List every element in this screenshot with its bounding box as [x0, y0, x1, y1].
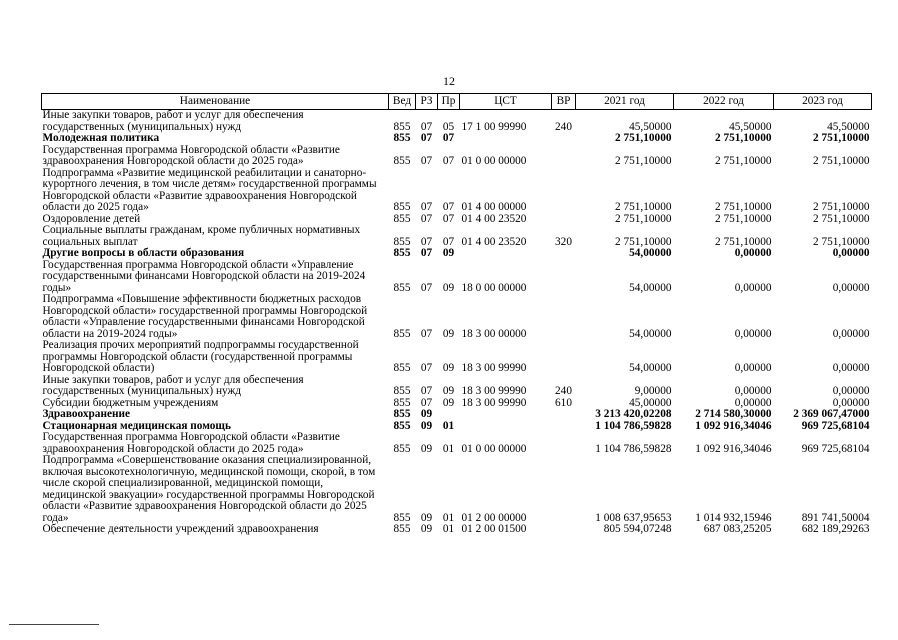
cell-vr [552, 214, 576, 226]
cell-cst: 18 3 00 99990 [461, 396, 527, 409]
cell-y2022: 2 714 580,30000 [695, 408, 772, 420]
cell-rz: 09 [420, 442, 433, 455]
cell-name: Подпрограмма «Совершенствование оказания специализированной, включая высокотехнологичную, медицинской помощи, скорой, в том числе скорой специализированной, медицинской помощи, медицинской эвакуации» государственной программы Новгородской области «Развитие здравоохранения Новгородской области до 2025 года» [42, 454, 376, 524]
cell-pr [438, 409, 460, 421]
cell-ved: 855 [393, 442, 411, 455]
cell-name: Государственная программа Новгородской области «Развитие здравоохранения Новгородской области до 2025 года» [42, 143, 340, 167]
cell-y2021: 54,00000 [629, 247, 672, 259]
cell-name: Оздоровление детей [42, 212, 141, 225]
cell-cst: 01 4 00 00000 [461, 201, 527, 213]
cell-ved: 855 [393, 132, 411, 144]
cell-pr: 07 [442, 235, 455, 248]
cell-vr [552, 421, 576, 433]
cell-y2023: 0,00000 [832, 396, 870, 409]
cell-y2022: 2 751,10000 [715, 201, 772, 213]
cell-rz: 07 [420, 155, 433, 167]
cell-y2023: 969 725,68104 [801, 442, 870, 455]
cell-y2023: 2 751,10000 [813, 155, 870, 167]
cell-rz: 07 [420, 396, 433, 409]
cell-pr: 07 [442, 155, 455, 167]
cell-name: Иные закупки товаров, работ и услуг для обеспечения государственных (муниципальных) нужд [42, 373, 304, 397]
cell-vr: 240 [555, 120, 572, 133]
cell-y2022: 1 092 916,34046 [695, 419, 772, 432]
cell-y2021: 45,00000 [629, 396, 672, 409]
cell-y2022: 687 083,25205 [703, 523, 772, 535]
cell-ved: 855 [393, 385, 411, 397]
cell-ved: 855 [393, 396, 411, 409]
cell-rz: 07 [420, 120, 433, 133]
cell-y2021: 2 751,10000 [615, 235, 672, 248]
cell-pr: 01 [442, 511, 455, 524]
cell-rz: 09 [420, 523, 433, 535]
cell-y2022: 1 014 932,15946 [695, 511, 772, 524]
cell-y2023: 0,00000 [832, 327, 870, 340]
cell-vr [552, 145, 576, 168]
cell-name: Подпрограмма «Повышение эффективности бюджетных расходов Новгородской области» государственной программы Новгородской области «Управление государственными финансами Новгородской области на 2019-2024 годы» [42, 293, 368, 340]
cell-y2022: 0,00000 [734, 396, 772, 409]
cell-y2021: 3 213 420,02208 [595, 408, 672, 420]
cell-cst: 18 0 00 00000 [461, 281, 527, 294]
cell-cst: 18 3 00 99990 [461, 385, 527, 397]
cell-cst: 18 3 00 99990 [461, 362, 527, 374]
table-header-row [42, 94, 872, 110]
cell-name: Государственная программа Новгородской области «Развитие здравоохранения Новгородской области до 2025 года» [42, 431, 340, 455]
table-row [42, 524, 872, 536]
cell-vr [552, 248, 576, 260]
cell-cst: 01 4 00 23520 [461, 235, 527, 248]
cell-pr: 01 [442, 523, 455, 535]
cell-cst: 01 4 00 23520 [461, 212, 527, 225]
cell-cst: 01 2 00 00000 [461, 511, 527, 524]
cell-ved: 855 [393, 327, 411, 340]
cell-y2022: 45,50000 [729, 120, 772, 133]
cell-name: Реализация прочих мероприятий подпрограммы государственной программы Новгородской области (государственной программы Новгородской области) [42, 339, 359, 374]
cell-rz: 09 [420, 419, 433, 432]
table-row [42, 455, 872, 524]
cell-rz: 07 [420, 247, 433, 259]
cell-y2021: 1 104 786,59828 [595, 419, 672, 432]
cell-vr [552, 524, 576, 536]
cell-vr [552, 455, 576, 524]
cell-vr [552, 340, 576, 375]
budget-table [41, 93, 872, 536]
cell-rz: 09 [420, 511, 433, 524]
cell-cst [460, 421, 552, 433]
cell-y2022: 0,00000 [734, 327, 772, 340]
cell-ved: 855 [393, 419, 411, 432]
cell-rz: 07 [420, 281, 433, 294]
cell-vr: 240 [555, 385, 572, 397]
cell-y2023: 2 751,10000 [813, 235, 870, 248]
table-row [42, 168, 872, 214]
cell-ved: 855 [393, 155, 411, 167]
cell-y2023: 45,50000 [827, 120, 870, 133]
cell-cst: 01 2 00 01500 [461, 523, 527, 535]
cell-y2023: 2 369 067,47000 [793, 408, 870, 420]
cell-y2022: 0,00000 [734, 281, 772, 294]
cell-name: Здравоохранение [42, 408, 131, 420]
cell-y2023: 891 741,50004 [801, 511, 870, 524]
cell-y2023: 0,00000 [832, 385, 870, 397]
cell-y2021: 2 751,10000 [615, 201, 672, 213]
cell-pr: 05 [442, 120, 455, 133]
footer-divider [9, 624, 99, 625]
cell-pr: 09 [442, 385, 455, 397]
cell-ved: 855 [393, 281, 411, 294]
cell-y2021: 54,00000 [629, 327, 672, 340]
cell-rz: 07 [420, 201, 433, 213]
cell-y2022: 0,00000 [734, 247, 772, 259]
cell-cst: 18 3 00 00000 [461, 327, 527, 340]
header-2023: 2023 год [774, 94, 872, 110]
cell-y2022: 1 092 916,34046 [695, 442, 772, 455]
cell-pr: 07 [442, 212, 455, 225]
cell-ved: 855 [393, 235, 411, 248]
cell-rz: 07 [420, 385, 433, 397]
cell-cst [460, 248, 552, 260]
cell-ved: 855 [393, 362, 411, 374]
table-body [42, 110, 872, 536]
cell-y2021: 805 594,07248 [603, 523, 672, 535]
cell-name: Другие вопросы в области образования [42, 247, 245, 259]
header-2021: 2021 год [576, 94, 674, 110]
cell-y2022: 2 751,10000 [715, 155, 772, 167]
cell-y2023: 682 189,29263 [801, 523, 870, 535]
cell-pr: 01 [442, 419, 455, 432]
cell-vr: 610 [555, 396, 572, 409]
cell-y2022: 0,00000 [734, 362, 772, 374]
cell-y2023: 0,00000 [832, 281, 870, 294]
header-pr: Пр [438, 94, 460, 110]
header-cst: ЦСТ [460, 94, 552, 110]
cell-rz: 07 [420, 212, 433, 225]
table-row [42, 432, 872, 455]
cell-y2021: 1 104 786,59828 [595, 442, 672, 455]
cell-pr: 07 [442, 132, 455, 144]
table-row [42, 248, 872, 260]
table-row [42, 340, 872, 375]
header-name: Наименование [42, 94, 389, 110]
table-row [42, 260, 872, 295]
cell-pr: 01 [442, 442, 455, 455]
cell-vr: 320 [555, 235, 572, 248]
cell-y2023: 0,00000 [832, 247, 870, 259]
cell-pr: 09 [442, 327, 455, 340]
cell-name: Подпрограмма «Развитие медицинской реабилитации и санаторно-курортного лечения, в том числе детям» государственной программы Новгородской области «Развитие здравоохранения Новгородской области до 2025 года» [42, 166, 377, 213]
cell-y2022: 2 751,10000 [715, 235, 772, 248]
cell-vr [552, 432, 576, 455]
header-vr: ВР [552, 94, 576, 110]
cell-pr: 09 [442, 362, 455, 374]
cell-pr: 09 [442, 281, 455, 294]
cell-y2022: 2 751,10000 [715, 132, 772, 144]
cell-cst [460, 133, 552, 145]
cell-cst: 01 0 00 00000 [461, 155, 527, 167]
cell-ved: 855 [393, 511, 411, 524]
cell-vr [552, 133, 576, 145]
cell-rz: 07 [420, 362, 433, 374]
cell-rz: 07 [420, 235, 433, 248]
cell-y2021: 1 008 637,95653 [595, 511, 672, 524]
cell-ved: 855 [393, 408, 411, 420]
page-number: 12 [443, 74, 455, 88]
table-row [42, 294, 872, 340]
cell-y2021: 2 751,10000 [615, 212, 672, 225]
cell-y2023: 969 725,68104 [801, 419, 870, 432]
cell-y2021: 9,00000 [634, 385, 672, 397]
cell-y2021: 2 751,10000 [615, 155, 672, 167]
cell-rz: 07 [420, 132, 433, 144]
cell-y2021: 45,50000 [629, 120, 672, 133]
table-row [42, 409, 872, 421]
cell-y2022: 2 751,10000 [715, 212, 772, 225]
header-ved: Вед [389, 94, 416, 110]
cell-vr [552, 409, 576, 421]
cell-pr: 07 [442, 201, 455, 213]
cell-ved: 855 [393, 120, 411, 133]
table-row [42, 110, 872, 134]
table-row [42, 133, 872, 145]
cell-y2023: 2 751,10000 [813, 212, 870, 225]
cell-vr [552, 260, 576, 295]
cell-name: Социальные выплаты гражданам, кроме публичных нормативных социальных выплат [42, 224, 361, 248]
cell-y2021: 54,00000 [629, 362, 672, 374]
cell-y2021: 2 751,10000 [615, 132, 672, 144]
header-2022: 2022 год [674, 94, 774, 110]
cell-vr [552, 294, 576, 340]
cell-ved: 855 [393, 523, 411, 535]
cell-rz: 07 [420, 327, 433, 340]
cell-name: Молодежная политика [42, 132, 160, 144]
table-row [42, 145, 872, 168]
cell-cst [460, 409, 552, 421]
cell-y2021: 54,00000 [629, 281, 672, 294]
table-row [42, 225, 872, 248]
cell-y2023: 0,00000 [832, 362, 870, 374]
cell-cst: 17 1 00 99990 [461, 120, 527, 133]
cell-y2023: 2 751,10000 [813, 201, 870, 213]
cell-name: Субсидии бюджетным учреждениям [42, 396, 219, 409]
cell-name: Государственная программа Новгородской области «Управление государственными финансами Новгородской области на 2019-2024 годы» [42, 258, 366, 294]
cell-name: Обеспечение деятельности учреждений здравоохранения [42, 523, 319, 535]
table-row [42, 375, 872, 398]
cell-pr: 09 [442, 247, 455, 259]
cell-vr [552, 168, 576, 214]
cell-ved: 855 [393, 247, 411, 259]
cell-y2023: 2 751,10000 [813, 132, 870, 144]
cell-y2022: 0,00000 [734, 385, 772, 397]
cell-pr: 09 [442, 396, 455, 409]
header-rz: РЗ [416, 94, 438, 110]
cell-name: Стационарная медицинская помощь [42, 419, 231, 432]
cell-cst: 01 0 00 00000 [461, 442, 527, 455]
cell-name: Иные закупки товаров, работ и услуг для обеспечения государственных (муниципальных) нужд [42, 109, 304, 133]
cell-ved: 855 [393, 201, 411, 213]
cell-rz: 09 [420, 408, 433, 420]
cell-ved: 855 [393, 212, 411, 225]
